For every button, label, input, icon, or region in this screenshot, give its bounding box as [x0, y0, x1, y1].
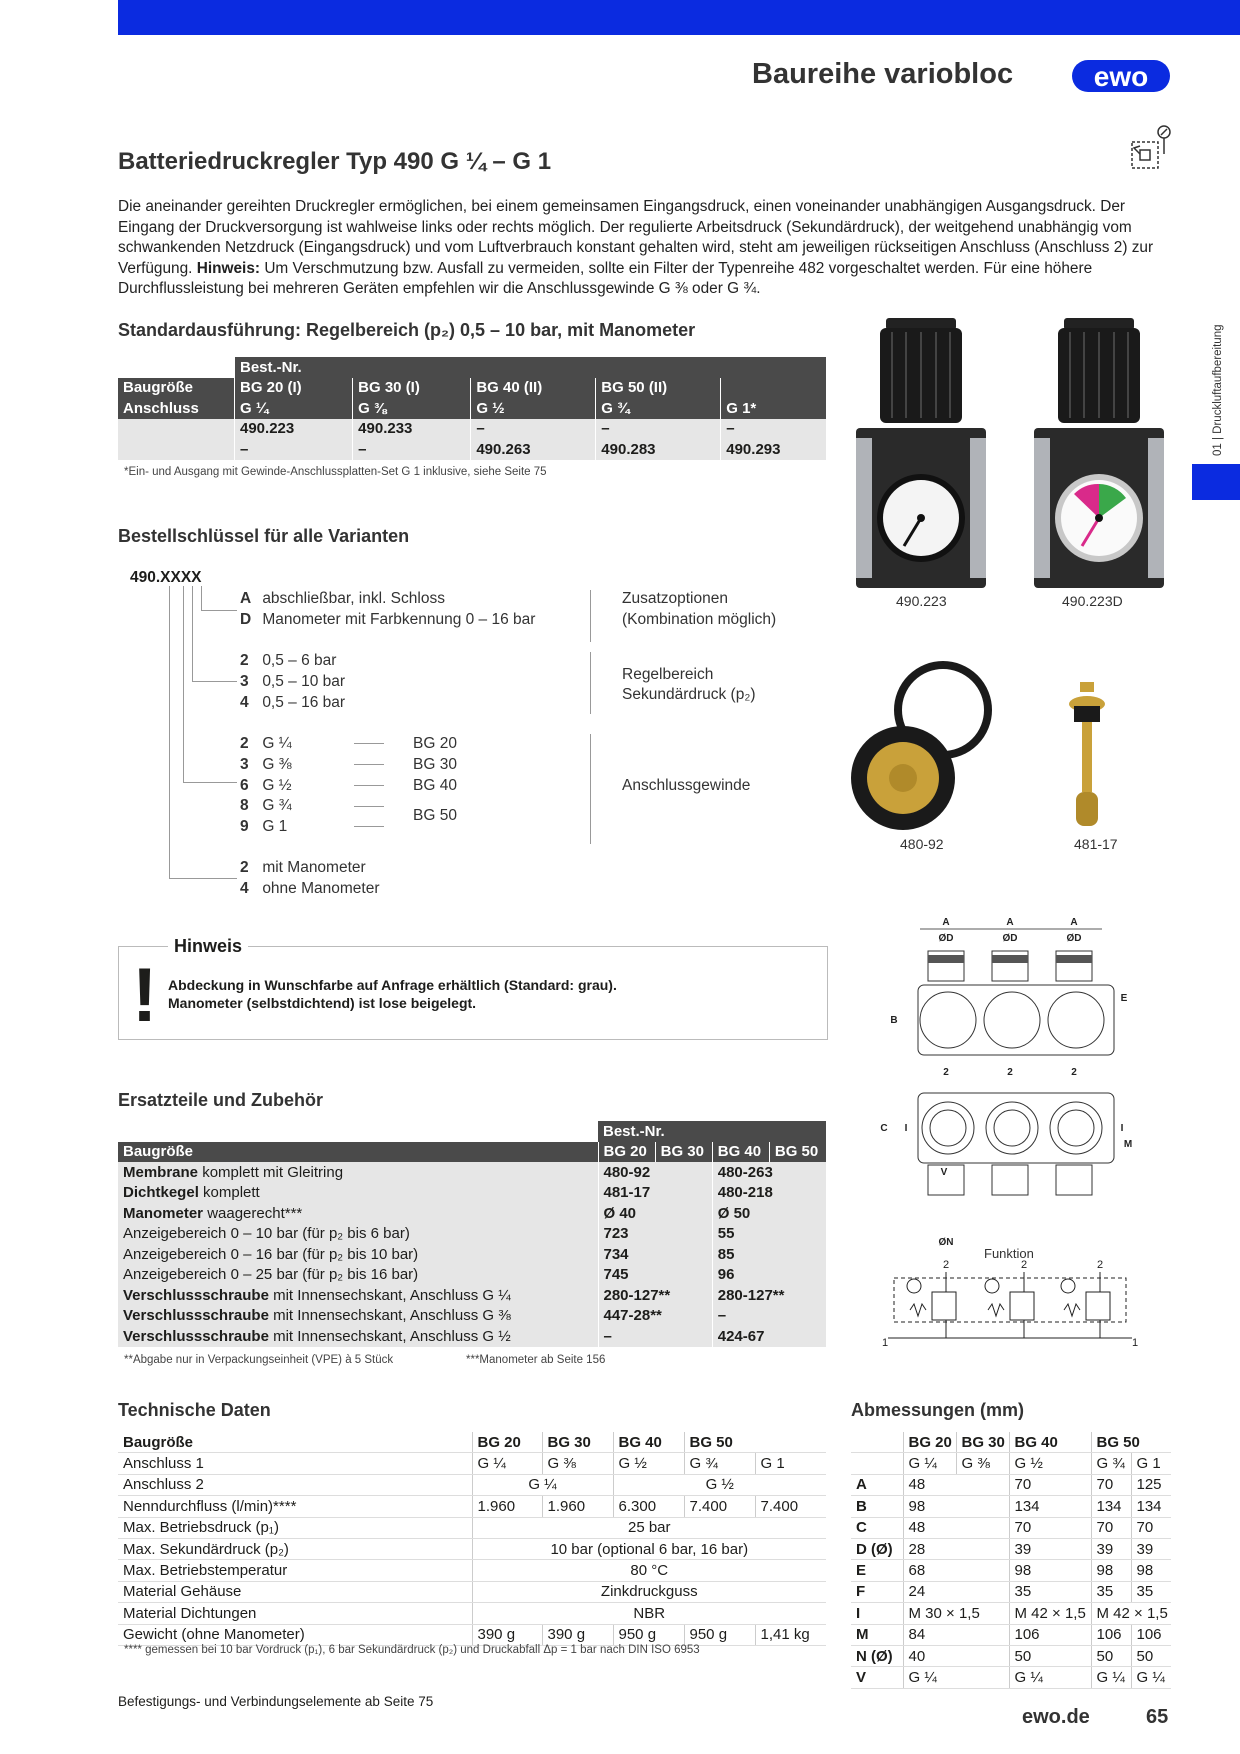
table-row: Manometer waagerecht*** Ø 40 Ø 50: [118, 1203, 826, 1224]
footer-site-link[interactable]: ewo.de: [1022, 1706, 1090, 1728]
spare-heading: Ersatzteile und Zubehör: [118, 1090, 324, 1110]
footer-note: Befestigungs- und Verbindungselemente ab Seite 75: [118, 1694, 434, 1709]
page-number: 65: [1146, 1706, 1169, 1728]
svg-text:2: 2: [943, 1067, 949, 1078]
tech-heading: Technische Daten: [118, 1400, 271, 1420]
svg-text:1: 1: [1132, 1337, 1139, 1348]
function-diagram: [880, 1258, 1140, 1348]
caption-481-17: 481-17: [1074, 836, 1118, 852]
chapter-tab: 01 | Druckluftaufbereitung: [1212, 324, 1224, 456]
regulator-symbol-icon: [1126, 124, 1172, 172]
table-row: – – 490.263 490.283 490.293: [118, 439, 826, 460]
svg-text:A: A: [1070, 917, 1078, 928]
svg-text:ØD: ØD: [1066, 933, 1082, 944]
svg-text:2: 2: [1020, 1259, 1028, 1271]
key-option-a: A abschließbar, inkl. Schloss: [240, 590, 445, 607]
key-option-d: D Manometer mit Farbkennung 0 – 16 bar: [240, 611, 536, 628]
svg-text:ØD: ØD: [938, 933, 954, 944]
warning-icon: !: [132, 953, 158, 1038]
standard-table: Best.-Nr. Baugröße BG 20 (I) BG 30 (I) BG 40 (II) BG 50 (II) Anschluss G ¼ G ⅜ G ½ G ¾ G 1* 490.223 490.233 – – – – – 490.263 490.283 490.293: [118, 357, 826, 460]
product-image-490-223d: [1034, 318, 1164, 588]
svg-text:ØD: ØD: [1002, 933, 1018, 944]
caption-480-92: 480-92: [900, 836, 944, 852]
svg-text:2: 2: [1071, 1067, 1077, 1078]
svg-text:ewo: ewo: [1093, 61, 1149, 92]
svg-text:2: 2: [1007, 1067, 1013, 1078]
hint-title: Hinweis: [168, 936, 248, 957]
svg-text:B: B: [890, 1015, 898, 1026]
dims-table: BG 20 BG 30 BG 40 BG 50 G ¼ G ⅜ G ½ G ¾ G 1 A 48 70 70 125 B 98 134 134 134 C 48 70 70 70 D (Ø) 28 39 39 39 E 68 98 98 98 F 24 35 35 35 I M 30 × 1,5 M 42 × 1,5 M 42 × 1,5 M 84 106 106 106 N (Ø) 40 50 50 50 V G ¼ G ¼ G ¼ G ¼: [851, 1432, 1171, 1689]
series-title: Baureihe variobloc: [752, 58, 1014, 90]
product-image-481-17: [1060, 682, 1114, 832]
caption-490-223d: 490.223D: [1062, 593, 1123, 609]
table-row: 490.223 490.233 – – –: [118, 419, 826, 440]
svg-text:2: 2: [942, 1259, 950, 1271]
table-row: Verschlussschraube mit Innensechskant, Anschluss G ½ – 424-67: [118, 1326, 826, 1347]
tech-footnote: **** gemessen bei 10 bar Vordruck (p₁), 6 bar Sekundärdruck (p₂) und Druckabfall Δp = 1 bar nach DIN ISO 6953: [124, 1644, 700, 1656]
chapter-tab-marker: [1192, 464, 1240, 500]
svg-text:2: 2: [1096, 1259, 1104, 1271]
dimension-drawing: [866, 915, 1146, 1275]
svg-text:A: A: [942, 917, 950, 928]
table-row: Anzeigebereich 0 – 25 bar (für p₂ bis 16 bar) 745 96: [118, 1265, 826, 1286]
spare-footnote-1: **Abgabe nur in Verpackungseinheit (VPE) à 5 Stück: [124, 1354, 394, 1366]
hint-text: Abdeckung in Wunschfarbe auf Anfrage erhältlich (Standard: grau). Manometer (selbstdichtend) ist lose beigelegt.: [168, 977, 617, 1011]
intro-text: Die aneinander gereihten Druckregler ermöglichen, bei einem gemeinsamen Eingangsdruck, einen voneinander unabhängigen Ausgangsdruck. Der Eingang der Druckversorgung ist wahlweise links oder rechts möglich. Der regulierte Arbeitsdruck (Sekundärdruck), der weitgehend unabhängig vom schwankenden Netzdruck (Eingangsdruck) und vom Luftverbrauch konstant gehalten wird, steht am jeweiligen rückseitigen Anschluss (Anschluss 2) zur Verfügung. Hinweis: Um Verschmutzung bzw. Ausfall zu vermeiden, sollte ein Filter der Typenreihe 482 vorgeschaltet werden. Für eine höhere Durchflussleistung bei mehreren Geräten empfehlen wir die Anschlussgewinde G ⅜ oder G ¾.: [118, 198, 1154, 298]
svg-text:M: M: [1123, 1139, 1133, 1150]
table-row: Dichtkegel komplett 481-17 480-218: [118, 1183, 826, 1204]
table-row: Anzeigebereich 0 – 10 bar (für p₂ bis 6 bar) 723 55: [118, 1224, 826, 1245]
table-row: Verschlussschraube mit Innensechskant, Anschluss G ⅜ 447-28** –: [118, 1306, 826, 1327]
svg-text:1: 1: [882, 1337, 889, 1348]
product-image-490-223: [856, 318, 986, 588]
order-key: A abschließbar, inkl. Schloss D Manometer mit Farbkennung 0 – 16 bar Zusatzoptionen (Kombination möglich) 2 0,5 – 6 bar 3 0,5 – 10 bar 4 0,5 – 16 bar Regelbereich Sekundärdruck (p₂) 2 G ¼ 3 G ⅜ 6 G ½ 8 G ¾ 9 G 1 BG 20 BG 30 BG 40 BG 50 Anschlussgewinde 2 mit Manometer 4 ohne Manometer: [0, 0, 1, 1]
dims-heading: Abmessungen (mm): [851, 1400, 1025, 1420]
svg-text:I: I: [1120, 1123, 1124, 1134]
spare-footnote-2: ***Manometer ab Seite 156: [466, 1354, 606, 1366]
tech-table: Baugröße BG 20 BG 30 BG 40 BG 50 Anschluss 1 G ¼ G ⅜ G ½ G ¾ G 1 Anschluss 2 G ¼ G ½ Nenndurchfluss (l/min)**** 1.960 1.960 6.300 7.400 7.400 Max. Betriebsdruck (p₁) 25 bar Max. Sekundärdruck (p₂) 10 bar (optional 6 bar, 16 bar) Max. Betriebstemperatur 80 °C Material Gehäuse Zinkdruckguss Material Dichtungen NBR Gewicht (ohne Manometer) 390 g 390 g 950 g 950 g 1,41 kg: [118, 1432, 826, 1646]
standard-footnote: *Ein- und Ausgang mit Gewinde-Anschlussplatten-Set G 1 inklusive, siehe Seite 75: [124, 466, 547, 478]
svg-text:C: C: [880, 1123, 888, 1134]
svg-text:E: E: [1120, 993, 1128, 1004]
key-heading: Bestellschlüssel für alle Varianten: [118, 526, 410, 546]
svg-text:A: A: [1006, 917, 1014, 928]
top-color-bar: [118, 0, 1240, 35]
table-row: Anzeigebereich 0 – 16 bar (für p₂ bis 10 bar) 734 85: [118, 1244, 826, 1265]
standard-heading: Standardausführung: Regelbereich (p₂) 0,5 – 10 bar, mit Manometer: [118, 320, 696, 340]
funktion-label: Funktion: [984, 1246, 1034, 1261]
ewo-logo: [1072, 56, 1170, 96]
product-image-480-92: [848, 660, 998, 835]
caption-490-223: 490.223: [896, 593, 947, 609]
svg-text:ØN: ØN: [938, 1237, 954, 1248]
table-row: Verschlussschraube mit Innensechskant, Anschluss G ¼ 280-127** 280-127**: [118, 1285, 826, 1306]
svg-text:V: V: [940, 1167, 948, 1178]
table-row: Membrane komplett mit Gleitring 480-92 480-263: [118, 1162, 826, 1183]
order-code: 490.XXXX: [130, 569, 202, 586]
spare-table: Best.-Nr. Baugröße BG 20 BG 30 BG 40 BG 50 Membrane komplett mit Gleitring 480-92 480-263 Dichtkegel komplett 481-17 480-218 Manometer waagerecht*** Ø 40 Ø 50 Anzeigebereich 0 – 10 bar (für p₂ bis 6 bar) 723 55 Anzeigebereich 0 – 16 bar (für p₂ bis 10 bar) 734 85 Anzeigebereich 0 – 25 bar (für p₂ bis 16 bar) 745 96 Verschlussschraube mit Innensechskant, Anschluss G ¼ 280-127** 280-127** Verschlussschraube mit Innensechskant, Anschluss G ⅜ 447-28** – Verschlussschraube mit Innensechskant, Anschluss G ½ – 424-67: [118, 1121, 826, 1347]
page-title: Batteriedruckregler Typ 490 G ¼ – G 1: [118, 148, 552, 175]
svg-text:I: I: [904, 1123, 908, 1134]
